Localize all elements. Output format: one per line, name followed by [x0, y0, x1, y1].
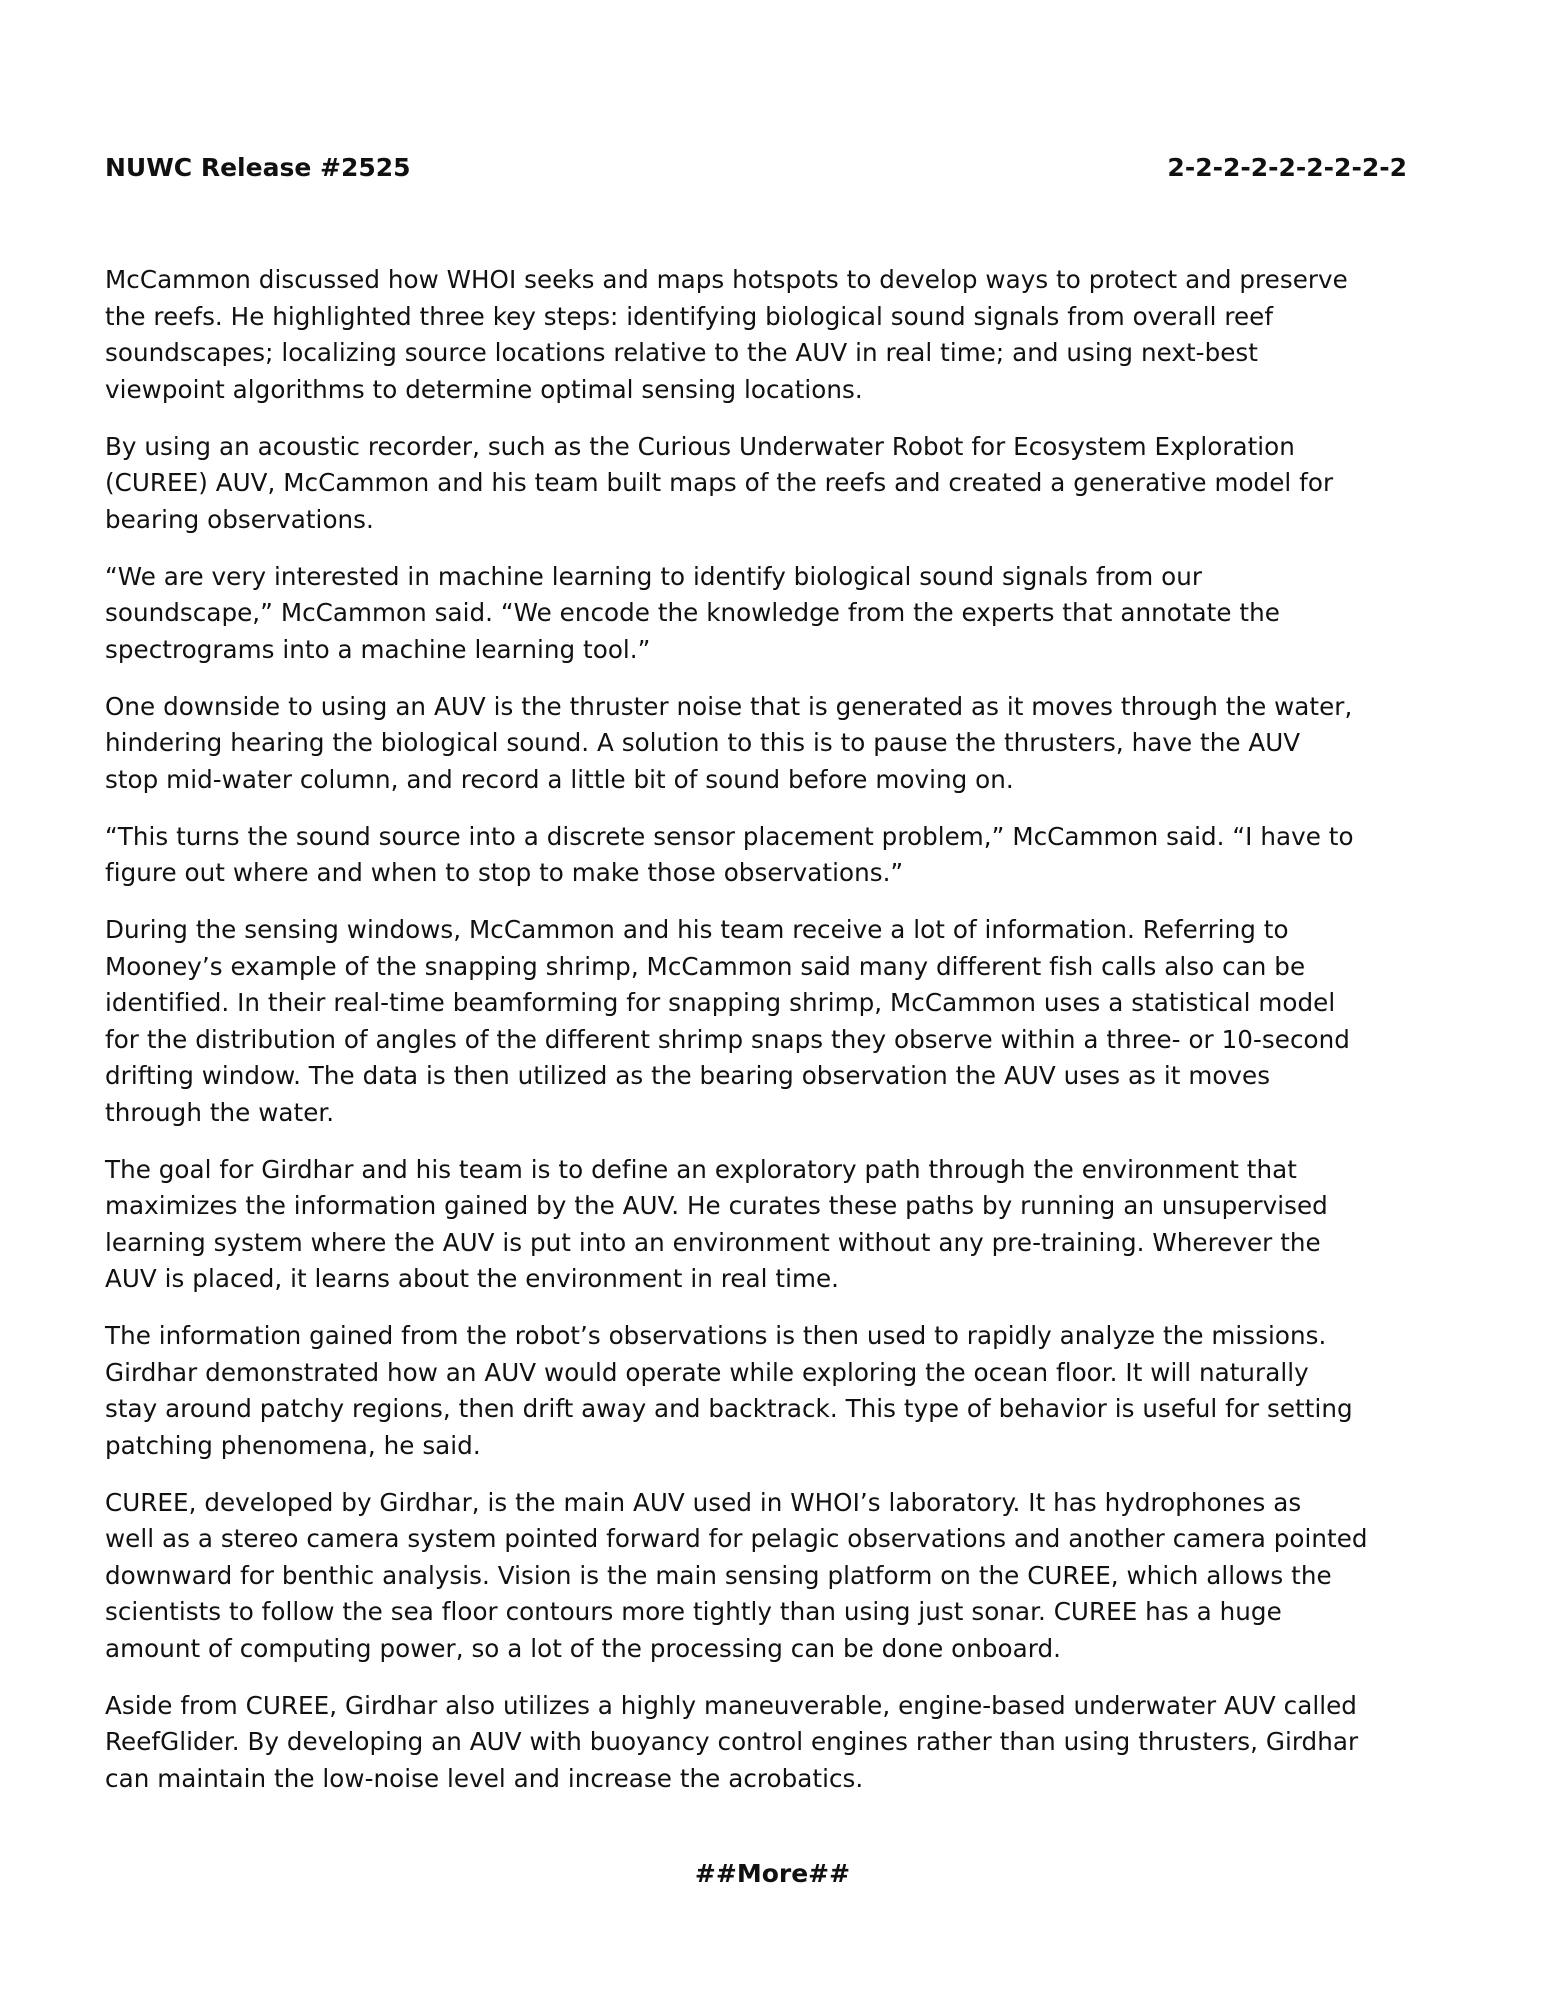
- paragraph-line: CUREE, developed by Girdhar, is the main AUV used in WHOI’s laboratory. It has hydrophones as: [105, 1487, 1302, 1517]
- release-number: NUWC Release #2525: [105, 153, 411, 182]
- paragraph-line: Mooney’s example of the snapping shrimp, McCammon said many different fish calls also can be: [105, 951, 1306, 981]
- paragraph-line: drifting window. The data is then utilized as the bearing observation the AUV uses as it moves: [105, 1061, 1271, 1090]
- paragraph: [105, 1485, 1445, 1668]
- paragraph-line: stay around patchy regions, then drift away and backtrack. This type of behavior is useful for setting: [105, 1394, 1353, 1423]
- paragraph-line: patching phenomena, he said.: [105, 1430, 481, 1460]
- paragraph-line: AUV is placed, it learns about the environment in real time.: [105, 1264, 840, 1293]
- paragraph: [105, 1152, 1445, 1298]
- paragraph-line: bearing observations.: [105, 504, 374, 534]
- paragraph-line: soundscapes; localizing source locations relative to the AUV in real time; and using next-best: [105, 338, 1258, 367]
- paragraph: [105, 912, 1445, 1131]
- paragraph-line: Girdhar demonstrated how an AUV would operate while exploring the ocean floor. It will naturally: [105, 1357, 1309, 1387]
- paragraph-line: figure out where and when to stop to make those observations.”: [105, 858, 904, 887]
- more-marker: ##More##: [694, 1859, 851, 1888]
- paragraph-line: well as a stereo camera system pointed forward for pelagic observations and another camera pointed: [105, 1524, 1368, 1553]
- paragraph-line: identified. In their real-time beamforming for snapping shrimp, McCammon uses a statistical model: [105, 988, 1336, 1017]
- paragraph-line: “We are very interested in machine learning to identify biological sound signals from our: [105, 561, 1203, 591]
- paragraph: [105, 1318, 1445, 1464]
- paragraph-line: The information gained from the robot’s observations is then used to rapidly analyze the missions.: [105, 1321, 1327, 1350]
- page-marker: 2-2-2-2-2-2-2-2-2: [1167, 153, 1407, 182]
- paragraph-line: ReefGlider. By developing an AUV with buoyancy control engines rather than using thrusters, Girdhar: [105, 1727, 1359, 1756]
- paragraph-line: amount of computing power, so a lot of the processing can be done onboard.: [105, 1633, 1061, 1663]
- paragraph-line: downward for benthic analysis. Vision is the main sensing platform on the CUREE, which allows the: [105, 1560, 1332, 1590]
- paragraph-line: One downside to using an AUV is the thruster noise that is generated as it moves through the water,: [105, 691, 1353, 721]
- paragraph-line: (CUREE) AUV, McCammon and his team built maps of the reefs and created a generative model for: [105, 468, 1334, 497]
- paragraph-line: McCammon discussed how WHOI seeks and maps hotspots to develop ways to protect and preserve: [105, 265, 1348, 294]
- paragraph: [105, 262, 1445, 408]
- paragraph-line: Aside from CUREE, Girdhar also utilizes a highly maneuverable, engine-based underwater AUV called: [105, 1690, 1357, 1720]
- paragraph-line: stop mid-water column, and record a little bit of sound before moving on.: [105, 764, 1014, 794]
- paragraph-line: maximizes the information gained by the AUV. He curates these paths by running an unsupervised: [105, 1191, 1328, 1220]
- page-header: [105, 151, 1407, 185]
- paragraph-line: hindering hearing the biological sound. A solution to this is to pause the thrusters, have the AUV: [105, 728, 1301, 757]
- paragraph-line: By using an acoustic recorder, such as the Curious Underwater Robot for Ecosystem Exploration: [105, 431, 1295, 461]
- article-body: [105, 262, 1445, 1818]
- paragraph-line: The goal for Girdhar and his team is to define an exploratory path through the environment that: [105, 1154, 1297, 1184]
- paragraph-line: “This turns the sound source into a discrete sensor placement problem,” McCammon said. “I have to: [105, 821, 1354, 851]
- paragraph-line: spectrograms into a machine learning tool.”: [105, 634, 651, 664]
- paragraph-line: During the sensing windows, McCammon and his team receive a lot of information. Referring to: [105, 915, 1289, 944]
- paragraph-line: the reefs. He highlighted three key steps: identifying biological sound signals from overall reef: [105, 301, 1274, 331]
- paragraph: [105, 689, 1445, 799]
- paragraph: [105, 559, 1445, 669]
- paragraph: [105, 429, 1445, 539]
- paragraph-line: scientists to follow the sea floor contours more tightly than using just sonar. CUREE has a huge: [105, 1597, 1282, 1626]
- paragraph-line: for the distribution of angles of the different shrimp snaps they observe within a three- or 10-second: [105, 1024, 1350, 1054]
- paragraph-line: can maintain the low-noise level and increase the acrobatics.: [105, 1763, 864, 1793]
- paragraph: [105, 1688, 1445, 1798]
- paragraph-line: through the water.: [105, 1097, 335, 1127]
- paragraph-line: learning system where the AUV is put into an environment without any pre-training. Wherever the: [105, 1227, 1321, 1257]
- paragraph-line: soundscape,” McCammon said. “We encode the knowledge from the experts that annotate the: [105, 598, 1280, 627]
- paragraph: [105, 819, 1445, 892]
- paragraph-line: viewpoint algorithms to determine optimal sensing locations.: [105, 374, 863, 404]
